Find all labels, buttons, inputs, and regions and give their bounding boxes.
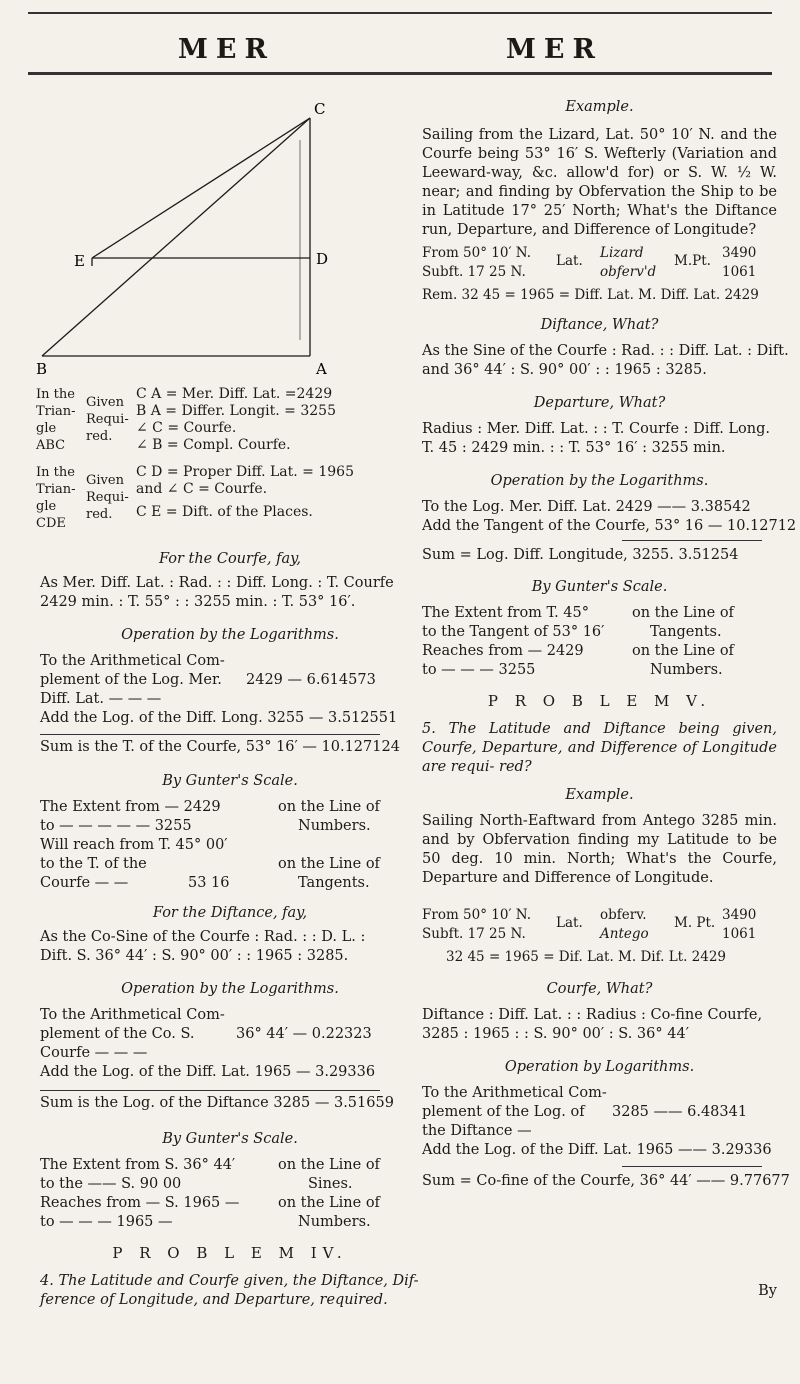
g3-right-2: Tangents. <box>650 624 722 640</box>
g1-line-d: to the T. of the <box>40 856 147 872</box>
op2-block <box>40 1006 420 1082</box>
subft-line-1: Subft. 17 25 N. <box>422 264 526 280</box>
op2-line-b: plement of the Co. S. <box>40 1026 195 1042</box>
op-logarithms-heading-3: Operation by the Logarithms. <box>490 473 709 489</box>
prop-d-2: and 36° 44′ : S. 90° 00′ : : 1965 : 3285. <box>422 362 707 378</box>
op4-line-a: To the Arithmetical Com- <box>422 1085 607 1101</box>
g3-right-4: Numbers. <box>650 662 723 678</box>
abc-side-3: gle <box>36 421 57 436</box>
obferv-label-2: obferv. <box>600 907 647 923</box>
g3-line-a: The Extent from T. 45° <box>422 605 589 621</box>
g2-right-3: on the Line of <box>278 1195 380 1211</box>
op1-value: 2429 — 6.614573 <box>246 672 376 688</box>
g2-right-2: Sines. <box>308 1176 353 1192</box>
op2-line-a: To the Arithmetical Com- <box>40 1007 225 1023</box>
mp-label-1: M.Pt. <box>674 253 711 269</box>
g1-right-1: on the Line of <box>278 799 380 815</box>
running-head-right: MER <box>506 34 603 65</box>
g1-line-c: Will reach from T. 45° 00′ <box>40 837 228 853</box>
cde-line-2: and ∠ C = Courfe. <box>136 481 268 497</box>
op4-line-b: plement of the Log. of <box>422 1104 585 1120</box>
g3-line-b: to the Tangent of 53° 16′ <box>422 624 605 640</box>
op1-line-a: To the Arithmetical Com- <box>40 653 225 669</box>
example-heading-1: Example. <box>565 99 634 115</box>
prop-d-1: As the Sine of the Courfe : Rad. : : Diff. Lat. : Dift. <box>422 343 789 359</box>
prop-dist-2: Dift. S. 36° 44′ : S. 90° 00′ : : 1965 : 3285. <box>40 948 349 964</box>
top-border-rule <box>28 12 772 14</box>
header-rule <box>28 72 772 75</box>
cde-side-3: gle <box>36 499 57 514</box>
problem-iv-line-1: 4. The Latitude and Courfe given, the Diftance, Dif- <box>40 1273 419 1289</box>
for-courfe-heading: For the Courfe, fay, <box>158 551 302 567</box>
op1-line-c: Diff. Lat. — — — <box>40 691 162 707</box>
remainder-line-1: Rem. 32 45 = 1965 = Diff. Lat. M. Diff. Lat. 2429 <box>422 287 759 303</box>
abc-red: red. <box>86 429 113 444</box>
g3-right-3: on the Line of <box>632 643 734 659</box>
op4-sum: Sum = Co-fine of the Courfe, 36° 44′ —— 9.77677 <box>422 1173 790 1189</box>
cde-side-1: In the <box>36 465 75 480</box>
running-head-left: MER <box>178 34 275 65</box>
lizard-label: Lizard <box>600 245 644 261</box>
gunter1-block <box>40 798 420 893</box>
prop-c-1: Diftance : Diff. Lat. : : Radius : Co-fine Courfe, <box>422 1007 763 1023</box>
abc-side-1: In the <box>36 387 75 402</box>
cde-line-3: C E = Dift. of the Places. <box>136 504 313 520</box>
figure-label-e: E <box>74 252 85 270</box>
obferv-label-1: obferv'd <box>600 264 657 280</box>
op3-sum-rule <box>622 540 762 541</box>
op4-value: 3285 —— 6.48341 <box>612 1104 748 1120</box>
cde-side-2: Trian- <box>36 482 76 497</box>
mp-value-3: 3490 <box>722 907 757 923</box>
op2-sum: Sum is the Log. of the Diftance 3285 — 3.51659 <box>40 1095 394 1111</box>
prop-dp-1: Radius : Mer. Diff. Lat. : : T. Courfe : Diff. Long. <box>422 421 771 437</box>
g1-line-e: Courfe — — <box>40 875 129 891</box>
diftance-what: Diftance, What? <box>540 317 659 333</box>
mp-value-1: 3490 <box>722 245 757 261</box>
catchword: By <box>758 1283 777 1299</box>
g2-right-4: Numbers. <box>298 1214 371 1230</box>
g2-line-b: to the —— S. 90 00 <box>40 1176 182 1192</box>
op4-block <box>422 1084 777 1160</box>
abc-line-1: C A = Mer. Diff. Lat. =2429 <box>136 386 333 402</box>
gunter-heading-1: By Gunter's Scale. <box>162 773 298 789</box>
mp-label-2: M. Pt. <box>674 915 716 931</box>
problem-v-heading: P R O B L E M V. <box>487 692 712 710</box>
op2-line-c: Courfe — — — <box>40 1045 148 1061</box>
problem-iv-heading: P R O B L E M IV. <box>112 1244 348 1262</box>
figure-label-b: B <box>36 360 48 378</box>
op1-sum-rule <box>40 734 380 735</box>
cde-requi: Requi- <box>86 490 129 505</box>
op2-line-d: Add the Log. of the Diff. Lat. 1965 — 3.29336 <box>40 1064 376 1080</box>
remainder-line-2: 32 45 = 1965 = Dif. Lat. M. Dif. Lt. 2429 <box>446 949 727 965</box>
g2-line-c: Reaches from — S. 1965 — <box>40 1195 240 1211</box>
op1-line-b: plement of the Log. Mer. <box>40 672 222 688</box>
op-logarithms-heading-1: Operation by the Logarithms. <box>121 627 339 643</box>
from-line-2: From 50° 10′ N. <box>422 907 532 923</box>
prop-dist-1: As the Co-Sine of the Courfe : Rad. : : D. L. : <box>40 929 366 945</box>
g2-right-1: on the Line of <box>278 1157 380 1173</box>
problem-iv-line-2: ference of Longitude, and Departure, required. <box>40 1292 388 1308</box>
op1-sum: Sum is the T. of the Courfe, 53° 16′ — 10.127124 <box>40 739 400 755</box>
mp-value-4: 1061 <box>722 926 757 942</box>
gunter-heading-2: By Gunter's Scale. <box>162 1131 298 1147</box>
figure-label-c: C <box>314 100 326 118</box>
op3-line-b: Add the Tangent of the Courfe, 53° 16 — 10.12712 <box>422 518 797 534</box>
g3-line-d: to — — — 3255 <box>422 662 536 678</box>
cde-side-4: CDE <box>36 516 66 531</box>
op-logarithms-heading-2: Operation by the Logarithms. <box>121 981 339 997</box>
courfe-what: Courfe, What? <box>546 981 653 997</box>
example-1-paragraph: Sailing from the Lizard, Lat. 50° 10′ N. and the Courfe being 53° 16′ S. Wefterly (Variation and Leeward-way, &c. allow'd for) or S. W. ½ W. near; and finding by Obfervation the Ship to be in Latitude 17° 25′ North; What's the Diftance run, Departure, and Difference of Longitude? <box>422 127 777 238</box>
op3-sum: Sum = Log. Diff. Longitude, 3255. 3.51254 <box>422 547 739 563</box>
abc-side-2: Trian- <box>36 404 76 419</box>
antego-calc-block <box>422 906 777 944</box>
abc-line-2: B A = Differ. Longit. = 3255 <box>136 403 336 419</box>
prop-courfe-2: 2429 min. : T. 55° : : 3255 min. : T. 53° 16′. <box>40 594 356 610</box>
lat-label-1: Lat. <box>556 253 583 269</box>
prop-c-2: 3285 : 1965 : : S. 90° 00′ : S. 36° 44′ <box>422 1026 689 1042</box>
g1-right-4: Tangents. <box>298 875 370 891</box>
subft-line-2: Subft. 17 25 N. <box>422 926 526 942</box>
op1-line-d: Add the Log. of the Diff. Long. 3255 — 3.512551 <box>40 710 398 726</box>
op-logarithms-heading-4: Operation by Logarithms. <box>504 1059 695 1075</box>
g3-line-c: Reaches from — 2429 <box>422 643 584 659</box>
abc-side-4: ABC <box>36 438 66 453</box>
g1-right-3: on the Line of <box>278 856 380 872</box>
op4-line-d: Add the Log. of the Diff. Lat. 1965 —— 3.29336 <box>422 1142 772 1158</box>
g1-line-a: The Extent from — 2429 <box>40 799 221 815</box>
figure-label-a: A <box>316 360 327 378</box>
abc-given: Given <box>86 395 124 410</box>
op2-value: 36° 44′ — 0.22323 <box>236 1026 372 1042</box>
antego-label: Antego <box>600 926 649 942</box>
g1-line-f: 53 16 <box>188 875 230 891</box>
from-line-1: From 50° 10′ N. <box>422 245 532 261</box>
example-heading-2: Example. <box>565 787 634 803</box>
abc-requi: Requi- <box>86 412 129 427</box>
g1-line-b: to — — — — — 3255 <box>40 818 192 834</box>
problem-v-text: 5. The Latitude and Diftance being given, Courfe, Departure, and Difference of Longitude are requi- red? <box>422 721 777 775</box>
cde-red: red. <box>86 507 113 522</box>
prop-courfe-1: As Mer. Diff. Lat. : Rad. : : Diff. Long. : T. Courfe <box>40 575 394 591</box>
op4-sum-rule <box>622 1166 762 1167</box>
figure-label-d: D <box>316 250 329 268</box>
abc-line-3: ∠ C = Courfe. <box>136 420 237 436</box>
g3-right-1: on the Line of <box>632 605 734 621</box>
g2-line-a: The Extent from S. 36° 44′ <box>40 1157 236 1173</box>
example-2-paragraph: Sailing North-Eaftward from Antego 3285 min. and by Obfervation finding my Latitude to be 50 deg. 10 min. North; What's the Courfe, Departure and Difference of Longitude. <box>422 813 777 886</box>
abc-line-4: ∠ B = Compl. Courfe. <box>136 437 291 453</box>
triangle-figure <box>30 100 340 400</box>
departure-what: Departure, What? <box>533 395 666 411</box>
op2-sum-rule <box>40 1090 380 1091</box>
op3-line-a: To the Log. Mer. Diff. Lat. 2429 —— 3.38542 <box>422 499 751 515</box>
lat-label-2: Lat. <box>556 915 583 931</box>
prop-dp-2: T. 45 : 2429 min. : : T. 53° 16′ : 3255 min. <box>422 440 726 456</box>
cde-given: Given <box>86 473 124 488</box>
g2-line-d: to — — — 1965 — <box>40 1214 173 1230</box>
g1-right-2: Numbers. <box>298 818 371 834</box>
cde-line-1: C D = Proper Diff. Lat. = 1965 <box>136 464 354 480</box>
mp-value-2: 1061 <box>722 264 757 280</box>
op1-block <box>40 652 420 728</box>
gunter3-block <box>422 604 777 680</box>
for-diftance-heading: For the Diftance, fay, <box>152 905 308 921</box>
gunter-heading-3: By Gunter's Scale. <box>531 579 668 595</box>
gunter2-block <box>40 1156 420 1232</box>
lizard-calc-block <box>422 244 777 282</box>
op4-line-c: the Diftance — <box>422 1123 532 1139</box>
